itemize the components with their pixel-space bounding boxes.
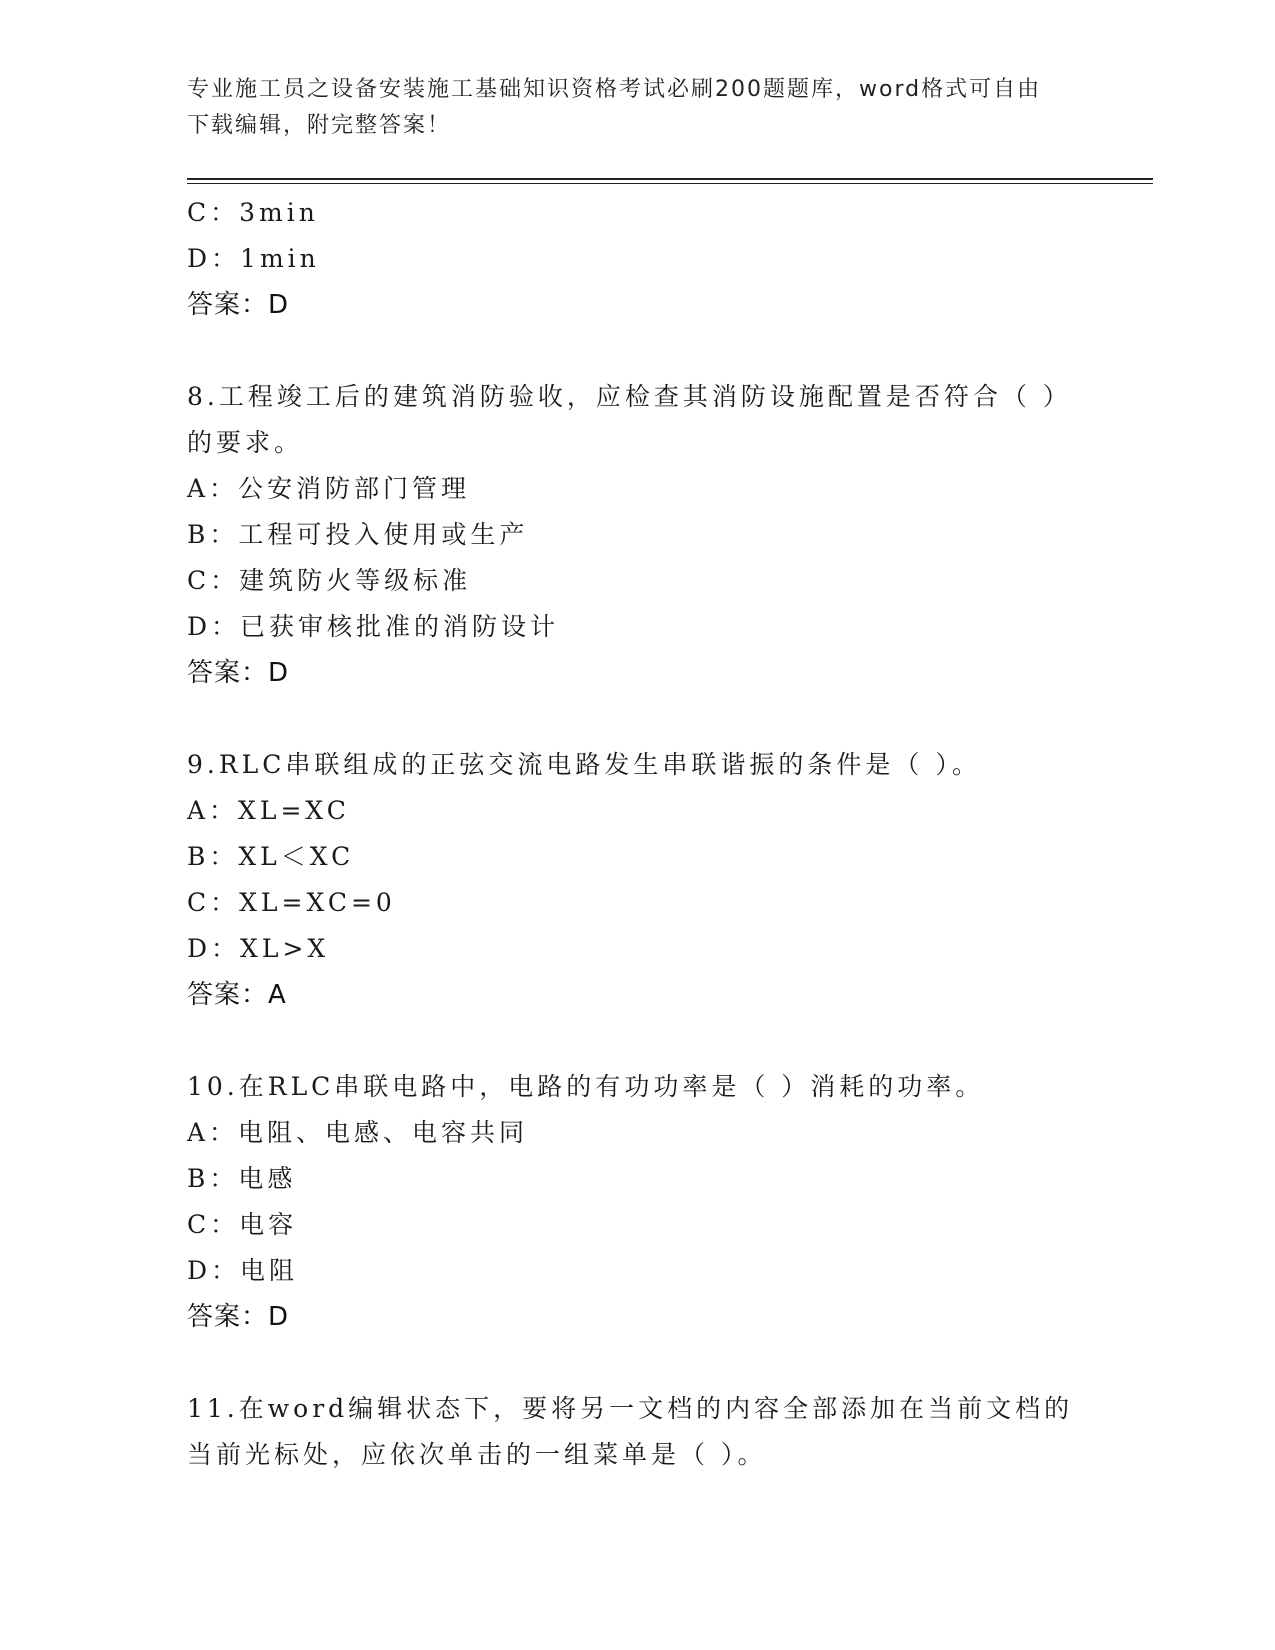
header-divider-thin bbox=[187, 183, 1153, 184]
option-d: D：已获审核批准的消防设计 bbox=[187, 612, 560, 641]
option-b: B：工程可投入使用或生产 bbox=[187, 520, 529, 549]
question-spacer bbox=[187, 1340, 1087, 1386]
question-stem: 11.在word编辑状态下，要将另一文档的内容全部添加在当前文档的 bbox=[187, 1394, 1074, 1423]
answer-text: 答案：D bbox=[187, 1302, 290, 1332]
option-a: A：公安消防部门管理 bbox=[187, 474, 471, 503]
question-stem: 8.工程竣工后的建筑消防验收，应检查其消防设施配置是否符合（ ） bbox=[187, 382, 1072, 411]
question-spacer bbox=[187, 328, 1087, 374]
option-b: B：XL＜XC bbox=[187, 842, 355, 871]
option-a: A：XL=XC bbox=[187, 796, 350, 825]
question-8 bbox=[187, 374, 1087, 696]
option-d: D：1min bbox=[187, 244, 320, 273]
question-stem-continued: 的要求。 bbox=[187, 428, 304, 457]
header-line-2: 下载编辑，附完整答案！ bbox=[187, 113, 452, 138]
option-d: D：电阻 bbox=[187, 1256, 299, 1285]
option-c: C：XL=XC=0 bbox=[187, 888, 396, 917]
question-stem: 9.RLC串联组成的正弦交流电路发生串联谐振的条件是（ ）。 bbox=[187, 750, 981, 779]
question-11 bbox=[187, 1386, 1087, 1478]
question-7-tail bbox=[187, 190, 1087, 328]
question-stem-continued: 当前光标处，应依次单击的一组菜单是（ ）。 bbox=[187, 1440, 767, 1469]
header-divider-thick bbox=[187, 178, 1153, 180]
header-line-1: 专业施工员之设备安装施工基础知识资格考试必刷200题题库，word格式可自由 bbox=[187, 77, 1042, 102]
question-list bbox=[187, 190, 1087, 1478]
option-c: C：建筑防火等级标准 bbox=[187, 566, 472, 595]
question-stem: 10.在RLC串联电路中，电路的有功功率是（ ）消耗的功率。 bbox=[187, 1072, 985, 1101]
option-d: D：XL>X bbox=[187, 934, 330, 963]
question-spacer bbox=[187, 1018, 1087, 1064]
question-9 bbox=[187, 742, 1087, 1018]
option-a: A：电阻、电感、电容共同 bbox=[187, 1118, 529, 1147]
option-c: C：3min bbox=[187, 198, 319, 227]
answer-text: 答案：D bbox=[187, 658, 290, 688]
question-10 bbox=[187, 1064, 1087, 1340]
document-header bbox=[187, 72, 1077, 144]
question-spacer bbox=[187, 696, 1087, 742]
answer-text: 答案：A bbox=[187, 980, 287, 1010]
option-c: C：电容 bbox=[187, 1210, 298, 1239]
answer-text: 答案：D bbox=[187, 290, 290, 320]
option-b: B：电感 bbox=[187, 1164, 297, 1193]
